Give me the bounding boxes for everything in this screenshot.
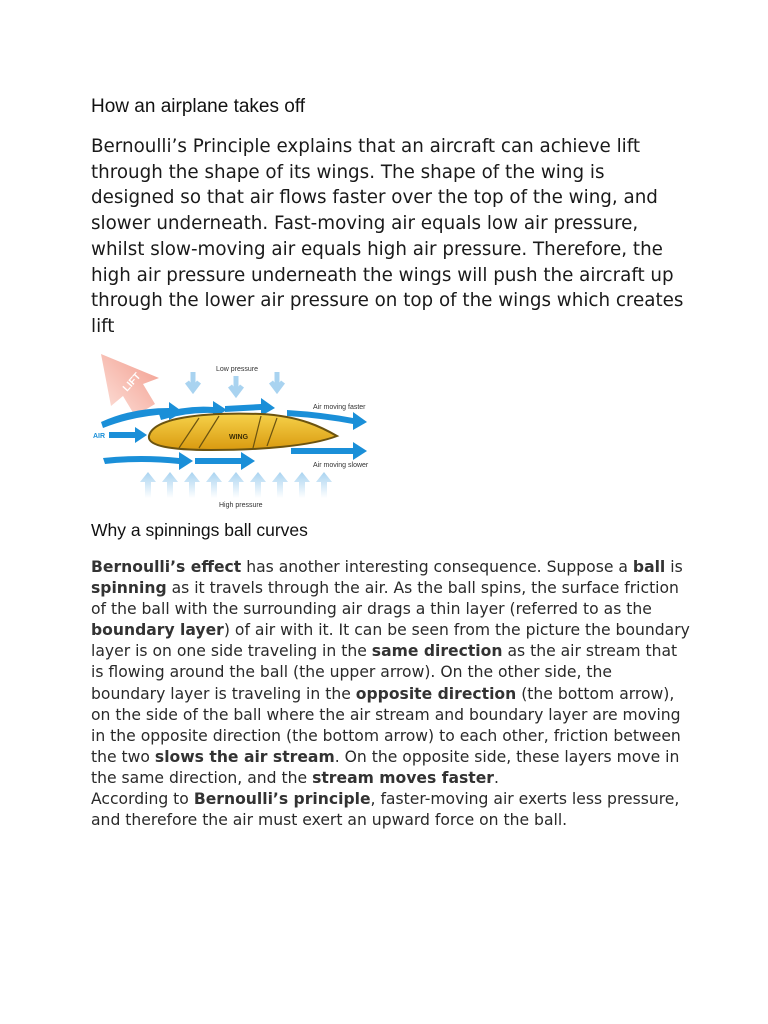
low-pressure-arrows (187, 372, 283, 394)
text-run: . (494, 768, 499, 787)
bold-term: boundary layer (91, 621, 224, 640)
spinning-ball-paragraph (91, 557, 691, 831)
bold-term: Bernoulli’s effect (91, 558, 242, 576)
bold-term: slows the air stream (154, 747, 335, 766)
text-run: is (665, 558, 683, 576)
text-run: ) of air with it. It can be seen from the picture the boundary layer is on one side traveling in the (91, 621, 690, 661)
air-label: AIR (93, 433, 106, 440)
text-run: as it travels through the air. As the ball spins, the surface friction of the ball with the surrounding air drags a thin layer (referred to as the (91, 579, 679, 619)
text-run: According to (91, 790, 194, 809)
high-pressure-arrows (140, 472, 332, 498)
high-pressure-label: High pressure (219, 502, 263, 509)
text-run: as the air stream that is flowing around the ball (the upper arrow). On the other side, the boundary layer is traveling in the (91, 642, 678, 703)
lift-arrow (101, 354, 159, 416)
text-run: . On the opposite side, these layers move in the same direction, and the (91, 747, 680, 787)
bold-term: Bernoulli’s principle (193, 790, 371, 809)
bold-term: opposite direction (355, 684, 517, 703)
air-slower-label: Air moving slower (313, 462, 369, 469)
takeoff-paragraph: Bernoulli’s Principle explains that an aircraft can achieve lift through the shape of its wings. The shape of the wing is designed so that air flows faster over the top of the wing, and slower underneath. Fast-moving air equals low air pressure, whilst slow-moving air equals high air pressure. Therefore, the high air pressure underneath the wings will push the aircraft up through the lower air pressure on top of the wings which creates lift (91, 136, 684, 337)
wing-lift-diagram (91, 350, 381, 510)
text-run: , faster-moving air exerts less pressure, and therefore the air must exert an upward force on the ball. (91, 790, 680, 830)
low-pressure-label: Low pressure (216, 366, 259, 373)
bold-term: ball (632, 558, 666, 576)
bold-term: same direction (371, 642, 503, 661)
section-heading-spinning-ball: Why a spinnings ball curves (91, 520, 308, 540)
bold-term: stream moves faster (312, 768, 494, 787)
wing-label: WING (229, 434, 249, 441)
wing-shape (149, 414, 337, 450)
air-inlet-arrow (109, 427, 147, 443)
text-run: has another interesting consequence. Suppose a (241, 558, 633, 576)
text-run: (the bottom arrow), on the side of the ball where the air stream and boundary layer are moving in the opposite direction (the bottom arrow) to each other, friction between the two (91, 684, 681, 766)
lift-label: LIFT (121, 370, 144, 395)
section-heading-takeoff: How an airplane takes off (91, 96, 306, 117)
air-faster-label: Air moving faster (313, 404, 366, 411)
wing-lift-svg (91, 350, 381, 510)
bold-term: spinning (91, 579, 167, 598)
